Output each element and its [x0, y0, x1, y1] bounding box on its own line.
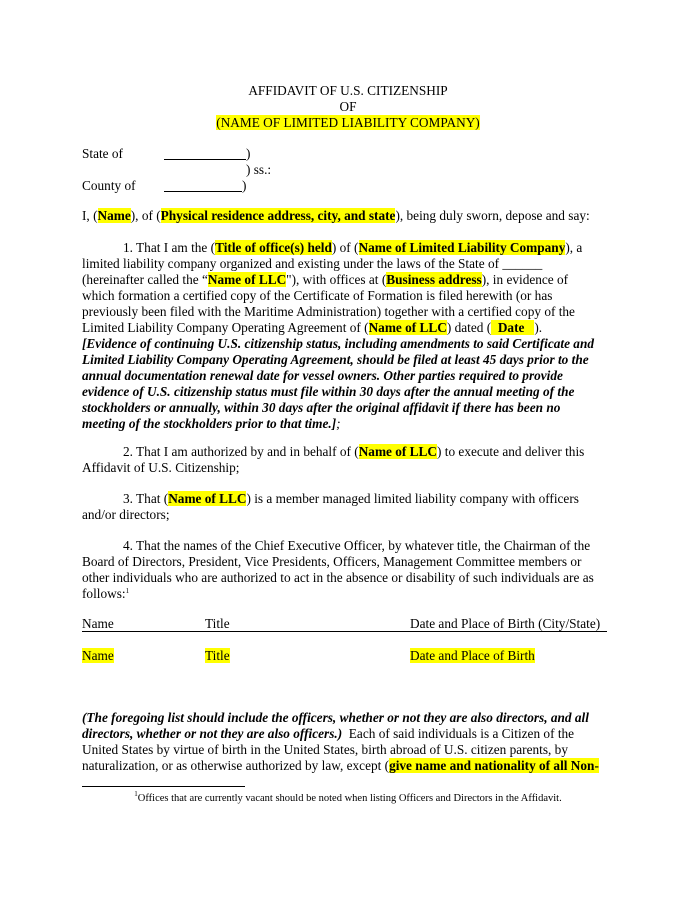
para1-text-c3: ).	[534, 320, 543, 335]
title-line-2: OF	[339, 99, 357, 114]
para1-text-b2: "), with offices at (	[286, 272, 387, 287]
para5-bold-italic-2: directors, whether or not they are also officers.)	[82, 726, 343, 741]
state-blank	[164, 147, 246, 160]
para3-line-2: and/or directors;	[82, 507, 170, 522]
para2-line-2: Affidavit of U.S. Citizenship;	[82, 460, 240, 475]
office-title-placeholder: Title of office(s) held	[215, 240, 332, 255]
para2-line-1	[123, 444, 584, 460]
para3-line-1	[123, 491, 579, 507]
para5-text-2: Each of said individuals is a Citizen of the	[342, 726, 575, 741]
para1-note-semicolon: ;	[336, 416, 341, 431]
footnote-separator	[82, 786, 245, 787]
affiant-name-placeholder: Name	[97, 208, 131, 223]
para4-line-1: 4. That the names of the Chief Executive Officer, by whatever title, the Chairman of the	[123, 538, 591, 553]
title-line-1: AFFIDAVIT OF U.S. CITIZENSHIP	[248, 83, 448, 98]
para5-line-4	[82, 758, 599, 774]
llc-short-name-placeholder-4: Name of LLC	[168, 491, 247, 506]
para1-line-2: limited liability company organized and existing under the laws of the State of ______	[82, 256, 543, 271]
table-header-birth: Date and Place of Birth (City/State)	[410, 616, 601, 631]
para1-line-6	[82, 320, 542, 336]
para1-text-b1: (hereinafter called the “	[82, 272, 208, 287]
para1-text-a3: ), a	[565, 240, 583, 255]
title-line-3	[0, 115, 696, 131]
para1-text-c2: ) dated (	[446, 320, 492, 335]
para2-text-a1: 2. That I am authorized by and in behalf of (	[123, 444, 359, 459]
para1-line-3	[82, 272, 568, 288]
company-name-placeholder: (NAME OF LIMITED LIABILITY COMPANY)	[216, 115, 480, 130]
llc-short-name-placeholder: Name of LLC	[207, 272, 287, 287]
officer-name-placeholder: Name	[82, 648, 114, 663]
para4-line-2: Board of Directors, President, Vice Presidents, Officers, Management Committee members or	[82, 554, 582, 569]
para1-note-line-3: annual documentation renewal date for vessel owners. Other parties required to provide	[82, 368, 563, 383]
para3-text-a1: 3. That (	[123, 491, 169, 506]
para5-line-2	[82, 726, 574, 742]
para5-line-3: United States by virtue of birth in the United States, birth abroad of U.S. citizen parents, by	[82, 742, 568, 757]
table-cell-title	[205, 648, 230, 664]
para1-text-c1: Limited Liability Company Operating Agreement of (	[82, 320, 369, 335]
llc-short-name-placeholder-2: Name of LLC	[368, 320, 447, 335]
county-label: County of	[82, 178, 136, 193]
state-label: State of	[82, 146, 123, 161]
table-cell-name	[82, 648, 114, 664]
para3-text-a2: ) is a member managed limited liability company with officers	[246, 491, 579, 506]
para2-text-a2: ) to execute and deliver this	[437, 444, 585, 459]
table-header-name: Name	[82, 616, 114, 631]
venue-paren-2: )	[242, 178, 247, 193]
venue-ss: ) ss.:	[246, 162, 272, 177]
para1-note-line-2: Limited Liability Company Operating Agreement, should be filed at least 45 days prior to the	[82, 352, 589, 367]
business-address-placeholder: Business address	[386, 272, 482, 287]
intro-line	[82, 208, 590, 224]
footnote	[0, 792, 696, 806]
officer-title-placeholder: Title	[205, 648, 230, 663]
footnote-text: Offices that are currently vacant should be noted when listing Officers and Directors in the Affidavit.	[137, 793, 562, 804]
table-header-rule	[82, 631, 607, 632]
footnote-mark: 1	[134, 790, 138, 798]
para4-line-3: other individuals who are authorized to act in the absence or disability of such individuals are as	[82, 570, 594, 585]
intro-text-1: I, (	[82, 208, 98, 223]
para1-note-line-6	[82, 416, 341, 432]
officer-birth-placeholder: Date and Place of Birth	[410, 648, 535, 663]
para1-text-b3: ), in evidence of	[481, 272, 569, 287]
llc-short-name-placeholder-3: Name of LLC	[358, 444, 437, 459]
footnote-reference: 1	[125, 587, 130, 595]
para1-note-line-4: evidence of U.S. citizenship status must file within 30 days after the annual meeting of the	[82, 384, 575, 399]
table-cell-birth	[410, 648, 535, 664]
para1-line-4: which formation a certified copy of the Certificate of Formation is filed herewith (or has	[82, 288, 553, 303]
non-citizen-names-placeholder: give name and nationality of all Non-	[389, 758, 599, 773]
llc-full-name-placeholder: Name of Limited Liability Company	[358, 240, 566, 255]
para5-line-1: (The foregoing list should include the officers, whether or not they are also directors, and all	[82, 710, 589, 725]
para1-line-5: previously been filed with the Maritime Administration) together with a certified copy of the	[82, 304, 575, 319]
para1-line-1	[123, 240, 582, 256]
para1-note-last-text: meeting of the stockholders prior to that time.]	[82, 416, 337, 431]
intro-text-2: ), of (	[130, 208, 161, 223]
table-header-title: Title	[205, 616, 230, 631]
date-placeholder: Date	[491, 320, 535, 335]
para1-note-line-1: [Evidence of continuing U.S. citizenship status, including amendments to said Certificate and	[82, 336, 594, 351]
para5-text-4: naturalization, or as otherwise authorized by law, except (	[82, 758, 390, 773]
para1-text-a2: ) of (	[331, 240, 359, 255]
para1-text-a1: 1. That I am the (	[123, 240, 216, 255]
para1-note-line-5: stockholders or annually, within 30 days after the original affidavit if there has been no	[82, 400, 561, 415]
county-blank	[164, 179, 242, 192]
intro-text-3: ), being duly sworn, depose and say:	[395, 208, 590, 223]
residence-address-placeholder: Physical residence address, city, and state	[160, 208, 396, 223]
venue-paren-1: )	[246, 146, 251, 161]
para4-last-text: follows:	[82, 586, 126, 601]
para4-line-4	[82, 586, 129, 602]
